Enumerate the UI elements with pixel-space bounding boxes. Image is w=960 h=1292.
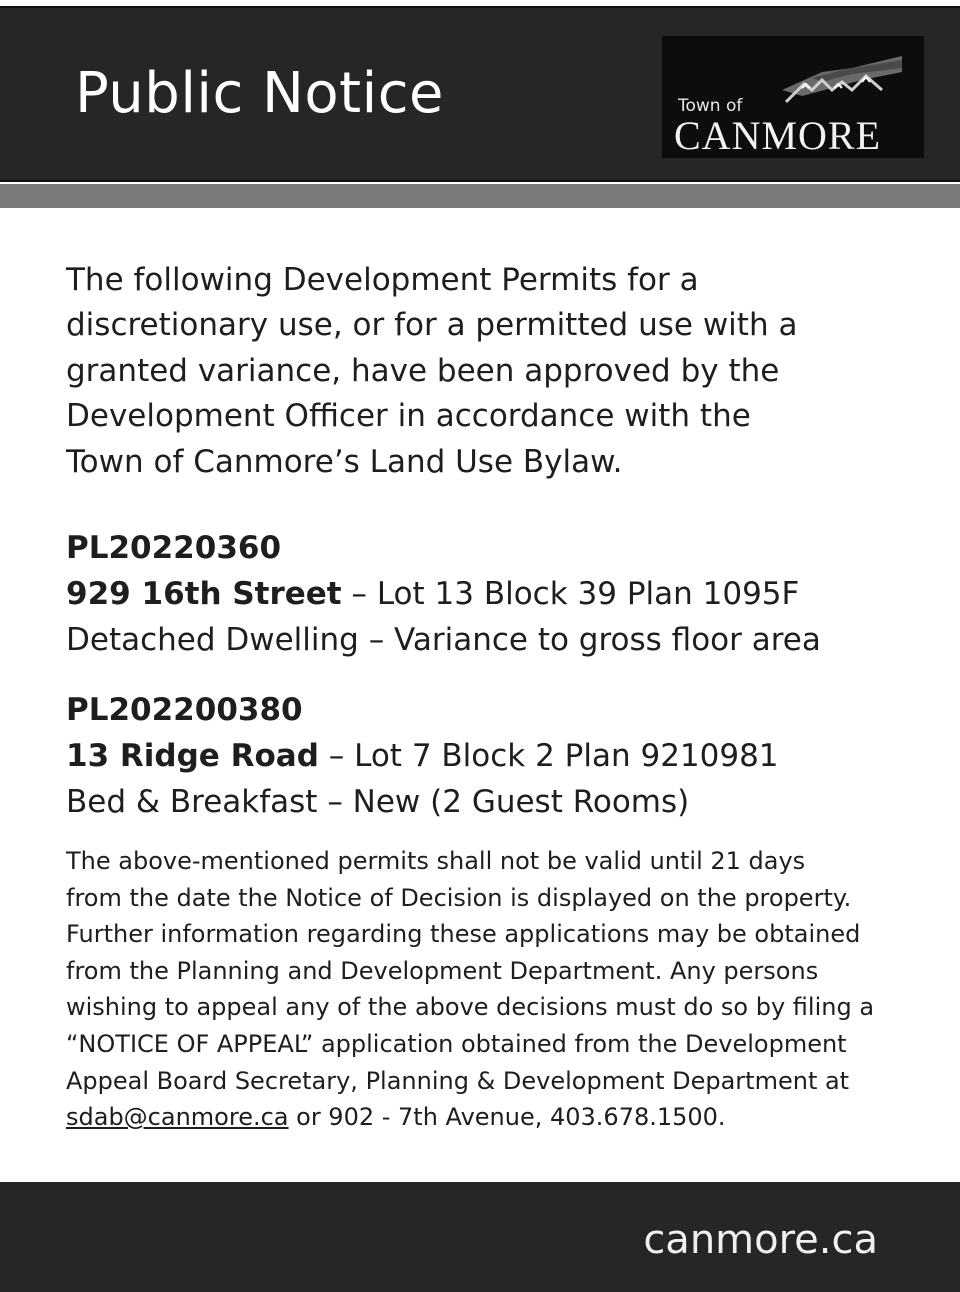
- intro-paragraph: [66, 258, 926, 485]
- page-title: Public Notice: [75, 61, 444, 126]
- permit-number: PL20220360: [66, 530, 282, 567]
- intro-line: Development Officer in accordance with the: [66, 398, 751, 435]
- permit-address: 13 Ridge Road: [66, 738, 319, 775]
- permit-legal: – Lot 13 Block 39 Plan 1095F: [341, 576, 800, 613]
- permit-number: PL202200380: [66, 692, 303, 729]
- permit-address: 929 16th Street: [66, 576, 342, 613]
- fineprint-line: Further information regarding these applications may be obtained: [66, 920, 861, 949]
- website-url: canmore.ca: [643, 1217, 878, 1263]
- notice-header: [0, 6, 960, 182]
- header-divider-band: [0, 184, 960, 208]
- permit-description: Bed & Breakfast – New (2 Guest Rooms): [66, 784, 690, 821]
- fineprint-line: Appeal Board Secretary, Planning & Development Department at: [66, 1066, 850, 1095]
- logo-town-of: Town of: [678, 96, 743, 116]
- intro-line: granted variance, have been approved by the: [66, 352, 780, 389]
- fineprint-line: The above-mentioned permits shall not be valid until 21 days: [66, 847, 806, 876]
- permit-entry-1: [66, 525, 926, 663]
- fineprint-line: “NOTICE OF APPEAL” application obtained from the Development: [66, 1030, 847, 1058]
- notice-footer: [0, 1182, 960, 1292]
- email-link[interactable]: sdab@canmore.ca: [66, 1103, 289, 1132]
- intro-line: discretionary use, or for a permitted use with a: [66, 307, 798, 344]
- permit-description: Detached Dwelling – Variance to gross floor area: [66, 622, 821, 659]
- intro-line: Town of Canmore’s Land Use Bylaw.: [66, 443, 623, 480]
- permit-location: [66, 571, 926, 617]
- appeal-information: [66, 843, 926, 1136]
- fineprint-line: from the Planning and Development Department. Any persons: [66, 956, 819, 985]
- fineprint-line: from the date the Notice of Decision is displayed on the property.: [66, 883, 852, 912]
- mountains-icon: [782, 50, 902, 110]
- permit-location: [66, 733, 926, 779]
- fineprint-contact-line: [66, 1099, 926, 1136]
- permit-legal: – Lot 7 Block 2 Plan 9210981: [318, 738, 779, 775]
- canmore-logo: [662, 36, 924, 158]
- notice-body: [66, 258, 926, 1136]
- fineprint-line: wishing to appeal any of the above decisions must do so by filing a: [66, 993, 875, 1022]
- contact-details: or 902 - 7th Avenue, 403.678.1500.: [288, 1103, 726, 1132]
- permit-entry-2: [66, 687, 926, 825]
- logo-canmore: CANMORE: [674, 113, 882, 158]
- intro-line: The following Development Permits for a: [66, 262, 699, 298]
